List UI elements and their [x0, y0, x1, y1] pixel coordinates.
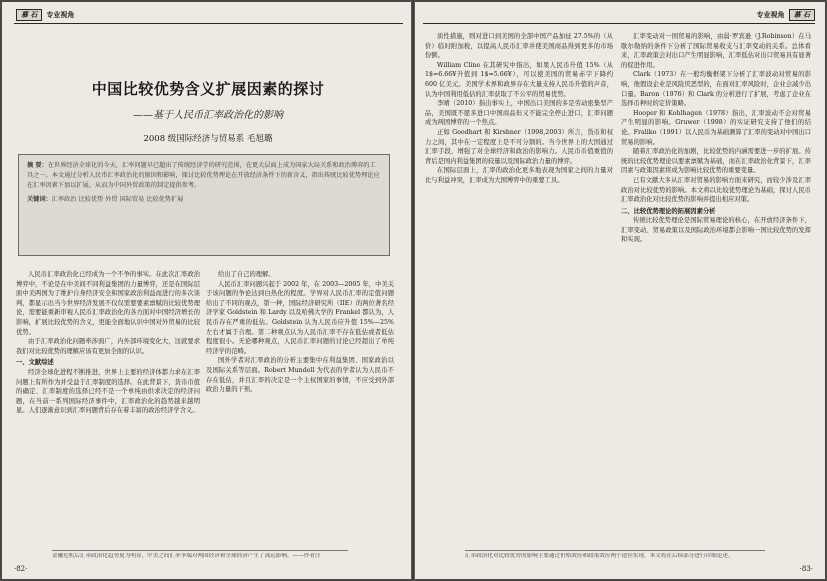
footnote-rule	[465, 550, 765, 551]
left-page	[2, 2, 411, 579]
right-column-2	[621, 32, 811, 532]
page-number: ·83·	[799, 565, 813, 573]
keywords	[27, 195, 381, 205]
paragraph: 传统比较优势理论是国际贸易理论的核心，在开放经济条件下，汇率变动、贸易政策以及国际政治环境都会影响一国比较优势的发挥和实现。	[621, 217, 811, 244]
article-subtitle: ——基于人民币汇率政治化的影响	[133, 110, 283, 121]
abstract-label: 摘 要：	[27, 162, 48, 169]
paragraph: 人民币汇率问题兴起于 2002 年，在 2003—2005 年，中美关于该问题的争论达到白热化的程度。学界对人民币汇率的定值问题给出了不同的观点，第一种，国际经济研究所（IIE）的两位著名经济学家 Goldstein 和 Lardy 以及哈佛大学的 Frankel 都认为，人民币存在严重的低估。Goldstein 认为人民币应升值 15%—25%左右才属于合理。第二种观点认为人民币汇率不存在低估或者低估程度很小。无论哪种观点，人民币汇率问题的讨论已经超出了单纯经济学的范畴。	[206, 280, 394, 355]
paragraph: 在国际层面上，汇率的政治化更多地表现为国家之间的力量对比与利益冲突，汇率成为大国博弈中的重要工具。	[425, 167, 613, 184]
section-tag: 慕 石	[789, 9, 815, 21]
paragraph: 随着汇率政治化的加剧，比较优势的内涵需要进一步的扩展。传统的比较优势理论以要素禀赋为基础，而在汇率政治化背景下，汇率因素与政策因素将成为影响比较优势的重要变量。	[621, 148, 811, 175]
footnote: 汇率政治化对比较优势的影响主要通过价格效应和政策效应两个途径实现，本文将在后续部分进行详细论述。	[465, 553, 734, 559]
left-header	[16, 8, 74, 22]
header-rule	[14, 23, 403, 24]
paragraph: William Cline 在其研究中指出，如果人民币升值 15%（从 1$=6.66¥升值到 1$=5.66¥），可以使美国的贸易赤字下降约 600 亿美元。美国学术界和政界存在大量支持人民币升值的声音，认为中国利用低估的汇率获取了不公平的贸易优势。	[425, 61, 613, 98]
paragraph: 经济全球化进程不断推进，世界上主要的经济体都力求在汇率问题上有所作为并受益于汇率制度的选择。在此背景下，货币币值的确定、汇率制度的选择已经不是一个单纯由供求决定的经济问题，在当前一系列国际经济事件中，汇率政治化的趋势越来越明显。人们逐渐意识到汇率问题背后存在着丰富的政治经济学含义。	[16, 368, 200, 415]
paragraph: Hooper 和 Kohlhagen（1978）指出，汇率波动不会对贸易产生明显的影响。Gruwer（1998）的实证研究支持了他们的结论。Fraliko（1991）以人民币为基础测算了汇率的变动对中国出口贸易的影响。	[621, 109, 811, 146]
abstract-text: 在世界经济全球化的今天，汇率问题早已超出了传统经济学的研究范围，在更大层面上成为国家大局关系和政治博弈的工具之一。本文通过分析人民币汇率政治化的原因和影响，探讨比较优势理论在开放经济条件下的新含义，指出传统比较优势理论应在汇率因素下加以扩展，从而为中国外贸政策的制定提供参考。	[27, 162, 380, 189]
section-name: 专业视角	[756, 10, 785, 19]
paragraph: Clark（1973）在一般均衡框架下分析了汇率波动对贸易的影响，他假设企业是风险厌恶型的，在面对汇率风险时，企业会减少出口量。Baron（1976）和 Clark 的分析进行了扩展，考虑了企业在选择币种时的定价策略。	[621, 71, 811, 108]
paragraph: 汇率变动对一国贸易的影响，由弱·罗宾逊（J.Robinson）在马歇尔勒纳的条件下分析了国际贸易收支与汇率变动的关系。总体看来，汇率政策会对出口产生明显影响，汇率低估对出口贸易具有显著的促进作用。	[621, 33, 811, 69]
left-column-1	[16, 270, 200, 560]
section-heading: 一、文献综述	[16, 359, 54, 367]
paragraph: 人民币汇率政治化已经成为一个不争的事实。在此次汇率政治博弈中，不论是在中美间不同利益集团的力量博弈，还是在国际层面中美两国为了维护自身经济安全和国家政治利益而进行的多次谈判，都显示出当今世界经济发展不仅仅需要要素禀赋的比较优势理论，需要能重新审视人民币汇率政治化的各方面对中国经济增长的影响，扩展比较优势的含义，更能全面地认识中国对外贸易的比较优势。	[16, 271, 200, 336]
keywords-label: 关键词：	[27, 196, 52, 203]
author-line: 2008 级国际经济与贸易系 毛旭璐	[143, 134, 273, 144]
paragraph: 国外学者对汇率政治的分析主要集中在利益集团、国家政治以及国际关系等层面。Robert Mundell 为代表的学者认为人民币不存在低估，并且汇率的决定是一个主权国家的事情，不应受到外部政治力量的干预。	[206, 357, 394, 394]
keywords-text: 汇率政治 比较优势 外贸 国际贸易 比较优势扩展	[51, 196, 184, 203]
footnote: 金融危机后汇率政治化趋势更为明显，中美之间汇率争端对两国经济和全球经济产生了深远影响。——作者注	[52, 553, 321, 559]
page-number: ·82·	[14, 565, 28, 573]
footnote-rule	[52, 550, 348, 551]
article-title: 中国比较优势含义扩展因素的探讨	[91, 80, 325, 98]
paragraph: 给出了自己的理解。	[218, 271, 275, 278]
paragraph: 质性措施，则对进口到美国的全部中国产品加征 27.5%的（从价）临时附加税，以提高人民币汇率并使美国商品得到更多的市场份额。	[425, 33, 613, 60]
right-header	[757, 8, 815, 22]
paragraph: 已有文献大多从汇率对贸易的影响方面来研究，而较少涉及汇率政治对比较优势的影响。本文将以比较优势理论为基础，探讨人民币汇率政治化对比较优势的影响并提出相应对策。	[621, 176, 811, 204]
section-tag: 慕 石	[16, 9, 42, 21]
left-column-2	[206, 270, 394, 560]
section-heading: 二、比较优势理论的拓展因素分析	[621, 207, 716, 215]
header-rule	[423, 23, 815, 24]
paragraph: 由于汇率政治化问题牵涉面广，内外部环境变化大，这就要求我们对比较优势的理解应该有更加全面的认识。	[16, 338, 200, 355]
right-column-1	[425, 32, 613, 560]
right-page	[415, 2, 825, 579]
paragraph: 李晴（2010）指出事实上，中国出口美国的多是劳动密集型产品，美国既不愿多进口中国商品但又不能完全停止进口，汇率问题成为两国博弈的一个焦点。	[425, 100, 613, 127]
abstract-box	[18, 154, 390, 256]
paragraph: 正如 Goodhart 和 Kirshner（1998,2003）所言，货币和权力之间，其中在一定程度上是不可分割的。当今世界上的大国通过汇率手段，增强了对全球经济和政治的影响力。人民币币值重值的背后是国内利益集团的较量以及国际政治力量的博弈。	[425, 128, 613, 165]
section-name: 专业视角	[46, 10, 75, 19]
